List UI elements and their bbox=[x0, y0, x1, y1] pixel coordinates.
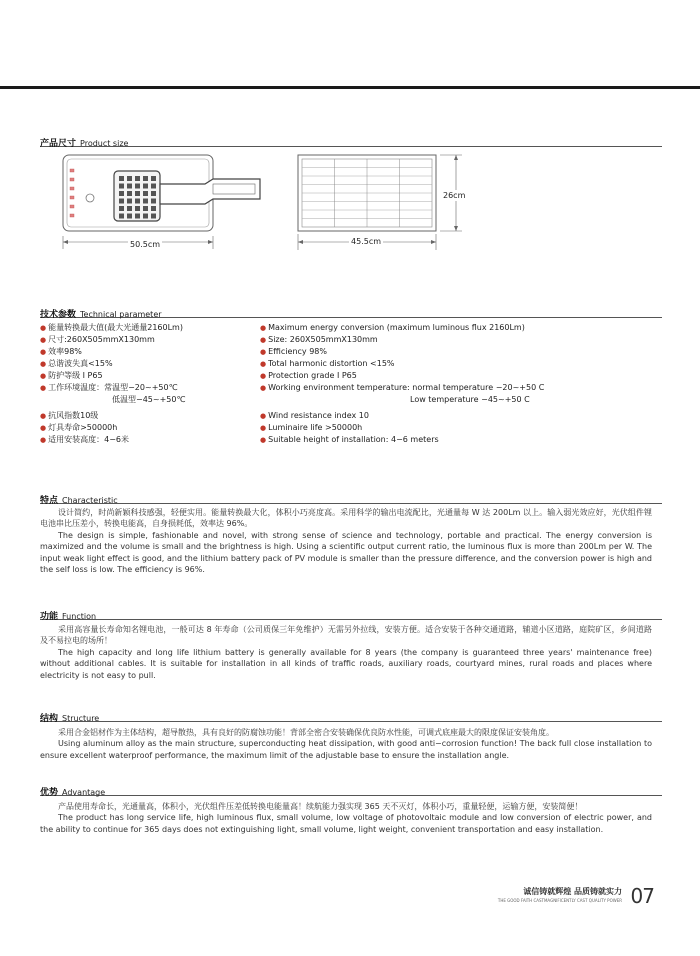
bullet-icon: ● bbox=[40, 424, 47, 432]
bullet-icon: ● bbox=[40, 412, 47, 420]
section-title-en: Characteristic bbox=[62, 496, 118, 505]
bullet-icon: ● bbox=[260, 372, 267, 380]
parameter-en-text: Size: 260X505mmX130mm bbox=[268, 335, 378, 344]
section-header-structure bbox=[40, 706, 662, 722]
led-cell bbox=[119, 214, 124, 219]
parameter-cn bbox=[112, 394, 185, 405]
bullet-icon: ● bbox=[40, 360, 47, 368]
parameter-en-text: Working environment temperature: normal temperature −20~+50 C bbox=[268, 383, 545, 392]
parameter-cn-text: 防护等级 I P65 bbox=[48, 371, 103, 380]
paragraph-en: The design is simple, fashionable and novel, with strong sense of science and technology, portable and practical. The energy conversion is maximized and the volume is small and the brightness is high. Using a scientific output current ratio, the luminous flux is more than 200Lm per W. The input weak light effect is good, and the lithium battery pack of PV module is smaller than the pressure difference, and the conversion power is high and the self loss is low. The efficiency is 96%. bbox=[40, 530, 652, 575]
parameter-en-text: Luminaire life >50000h bbox=[268, 423, 363, 432]
parameter-cn-text: 适用安装高度：4−6米 bbox=[48, 435, 129, 444]
led-cell bbox=[119, 191, 124, 196]
led-cell bbox=[119, 184, 124, 189]
bullet-icon: ● bbox=[260, 424, 267, 432]
parameter-en bbox=[260, 334, 378, 346]
parameter-en bbox=[260, 434, 439, 446]
bullet-icon: ● bbox=[260, 336, 267, 344]
parameter-cn-text: 低温型−45~+50℃ bbox=[112, 395, 186, 404]
section-title-cn: 技术参数 bbox=[40, 310, 77, 320]
led-cell bbox=[135, 191, 140, 196]
bullet-icon: ● bbox=[260, 360, 267, 368]
paragraph-en: The product has long service life, high luminous flux, small volume, low voltage of photovoltaic module and low conversion of electric power, and the ability to continue for 365 days does not extinguishing light, small volume, light weight, convenient transportation and easy installation. bbox=[40, 813, 652, 834]
top-rule bbox=[0, 86, 700, 89]
section-title-cn: 产品尺寸 bbox=[40, 139, 77, 149]
parameter-cn bbox=[40, 346, 82, 358]
bullet-icon: ● bbox=[260, 412, 267, 420]
led-cell bbox=[127, 184, 132, 189]
section-title-en: Product size bbox=[80, 139, 129, 148]
parameter-cn bbox=[40, 358, 113, 370]
led-cell bbox=[127, 214, 132, 219]
page-number: 07 bbox=[630, 884, 654, 908]
parameter-en-text: Protection grade I P65 bbox=[268, 371, 357, 380]
led-cell bbox=[119, 176, 124, 181]
paragraph-cn: 采用合金铝材作为主体结构，超导散热，具有良好的防腐蚀功能！背部全密合安装确保优良防水性能，可调式底座最大的限度保证安装角度。 bbox=[58, 728, 554, 737]
paragraph-en: The high capacity and long life lithium battery is generally available for 8 years (the company is guaranteed three years' maintenance free) without additional cables. It is suitable for installation in all kinds of traffic roads, auxiliary roads, courtyard mines, rural roads and places where electricity is not easy to pull. bbox=[40, 647, 652, 680]
parameter-cn-text: 能量转换最大值(最大光通量2160Lm) bbox=[48, 323, 183, 332]
parameter-row bbox=[40, 370, 670, 382]
parameter-cn bbox=[40, 334, 155, 346]
parameter-row bbox=[40, 322, 670, 334]
led-cell bbox=[151, 206, 156, 211]
bullet-icon: ● bbox=[260, 324, 267, 332]
parameter-en bbox=[410, 394, 530, 405]
parameter-en-text: Efficiency 98% bbox=[268, 347, 327, 356]
parameter-row bbox=[40, 434, 670, 446]
led-cell bbox=[135, 214, 140, 219]
section-title-cn: 结构 bbox=[40, 714, 59, 724]
section-title-cn: 优势 bbox=[40, 788, 59, 798]
footer-slogan: 诚信铸就辉煌 品质铸就实力 bbox=[523, 887, 622, 896]
parameter-en bbox=[260, 322, 525, 334]
parameter-en-text: Maximum energy conversion (maximum luminous flux 2160Lm) bbox=[268, 323, 525, 332]
led-cell bbox=[143, 214, 148, 219]
led-cell bbox=[151, 191, 156, 196]
section-header-advantage bbox=[40, 780, 662, 796]
parameter-en-text: Low temperature −45~+50 C bbox=[410, 395, 530, 404]
led-cell bbox=[143, 206, 148, 211]
front-view-drawing bbox=[55, 154, 270, 254]
bullet-icon: ● bbox=[260, 348, 267, 356]
parameter-cn bbox=[40, 382, 178, 394]
dimension-label-height: 26cm bbox=[443, 191, 466, 200]
parameter-en bbox=[260, 370, 357, 382]
parameter-cn bbox=[40, 434, 129, 446]
section-title-cn: 特点 bbox=[40, 496, 59, 506]
parameter-en-text: Wind resistance index 10 bbox=[268, 411, 369, 420]
parameter-cn-text: 尺寸:260X505mmX130mm bbox=[48, 335, 155, 344]
led-cell bbox=[119, 206, 124, 211]
led-cell bbox=[151, 176, 156, 181]
led-cell bbox=[151, 199, 156, 204]
parameter-row bbox=[40, 410, 670, 422]
led-cell bbox=[127, 199, 132, 204]
bullet-icon: ● bbox=[40, 324, 47, 332]
parameter-row bbox=[40, 422, 670, 434]
led-cell bbox=[143, 176, 148, 181]
section-title-en: Technical parameter bbox=[80, 310, 162, 319]
section-title-en: Structure bbox=[62, 714, 100, 723]
bullet-icon: ● bbox=[260, 436, 267, 444]
parameter-en bbox=[260, 410, 369, 422]
parameter-cn-text: 效率98% bbox=[48, 347, 82, 356]
parameter-cn-text: 抗风指数10级 bbox=[48, 411, 99, 420]
dimension-label-back: 45.5cm bbox=[351, 237, 382, 246]
paragraph-cn: 采用高容量长寿命知名锂电池，一般可达 8 年寿命（公司质保三年免维护）无需另外拉线，安装方便。适合安装于各种交通道路，辅道小区道路，庭院矿区，乡间道路及不易拉电的场所！ bbox=[40, 625, 652, 646]
parameter-row bbox=[40, 346, 670, 358]
led-cell bbox=[151, 184, 156, 189]
parameter-row bbox=[40, 358, 670, 370]
parameter-en bbox=[260, 358, 395, 370]
structure-text bbox=[40, 727, 652, 761]
led-cell bbox=[127, 191, 132, 196]
parameter-en bbox=[260, 346, 327, 358]
bullet-icon: ● bbox=[40, 436, 47, 444]
parameter-en bbox=[260, 382, 544, 394]
parameter-cn bbox=[40, 370, 103, 382]
footer-subtitle: THE GOOD FAITH CASTMAGNIFICENTLY CAST QUALITY POWER bbox=[497, 898, 622, 903]
section-header-product-size bbox=[40, 131, 662, 147]
led-cell bbox=[127, 206, 132, 211]
parameter-row bbox=[40, 334, 670, 346]
section-header-technical bbox=[40, 302, 662, 318]
function-text bbox=[40, 624, 652, 681]
parameter-row bbox=[40, 394, 670, 406]
section-header-function bbox=[40, 604, 662, 620]
paragraph-cn: 设计简约，时尚新颖科技感强，轻便实用。能量转换最大化，体积小巧亮度高。采用科学的输出电流配比，光通量每 W 达 200Lm 以上。输入弱光效应好，光伏组件锂电池串比压差小，转换电能高，自身损耗低，效率达 96%。 bbox=[40, 508, 652, 529]
led-cell bbox=[143, 199, 148, 204]
bullet-icon: ● bbox=[40, 384, 47, 392]
parameter-cn-text: 总谐波失真<15% bbox=[48, 359, 113, 368]
led-cell bbox=[135, 184, 140, 189]
section-header-characteristic bbox=[40, 488, 662, 504]
led-cell bbox=[143, 191, 148, 196]
led-cell bbox=[151, 214, 156, 219]
dimension-label-front: 50.5cm bbox=[130, 240, 161, 249]
parameter-cn-text: 灯具寿命>50000h bbox=[48, 423, 118, 432]
bullet-icon: ● bbox=[40, 336, 47, 344]
parameter-cn-text: 工作环境温度：常温型−20~+50℃ bbox=[48, 383, 178, 392]
led-cell bbox=[127, 176, 132, 181]
paragraph-en: Using aluminum alloy as the main structure, superconducting heat dissipation, with good anti−corrosion function! The back full close installation to ensure excellent waterproof performance, the maximum limit of the adjustable base to ensure the installation angle. bbox=[40, 739, 652, 760]
led-cell bbox=[135, 206, 140, 211]
parameter-row bbox=[40, 382, 670, 394]
characteristic-text bbox=[40, 507, 652, 575]
advantage-text bbox=[40, 801, 652, 835]
parameter-cn bbox=[40, 410, 98, 422]
parameter-cn bbox=[40, 422, 117, 434]
bullet-icon: ● bbox=[40, 372, 47, 380]
bullet-icon: ● bbox=[260, 384, 267, 392]
led-cell bbox=[135, 176, 140, 181]
paragraph-cn: 产品使用寿命长，光通量高，体积小，光伏组件压差低转换电能量高！续航能力强实现 365 天不灭灯，体积小巧，重量轻便，运输方便，安装简便！ bbox=[58, 802, 583, 811]
bullet-icon: ● bbox=[40, 348, 47, 356]
parameter-en-text: Suitable height of installation: 4−6 meters bbox=[268, 435, 439, 444]
section-title-cn: 功能 bbox=[40, 612, 59, 622]
parameter-en-text: Total harmonic distortion <15% bbox=[268, 359, 395, 368]
parameter-cn bbox=[40, 322, 183, 334]
section-title-en: Function bbox=[62, 612, 97, 621]
led-cell bbox=[119, 199, 124, 204]
section-title-en: Advantage bbox=[62, 788, 106, 797]
led-cell bbox=[135, 199, 140, 204]
led-cell bbox=[143, 184, 148, 189]
parameter-en bbox=[260, 422, 362, 434]
